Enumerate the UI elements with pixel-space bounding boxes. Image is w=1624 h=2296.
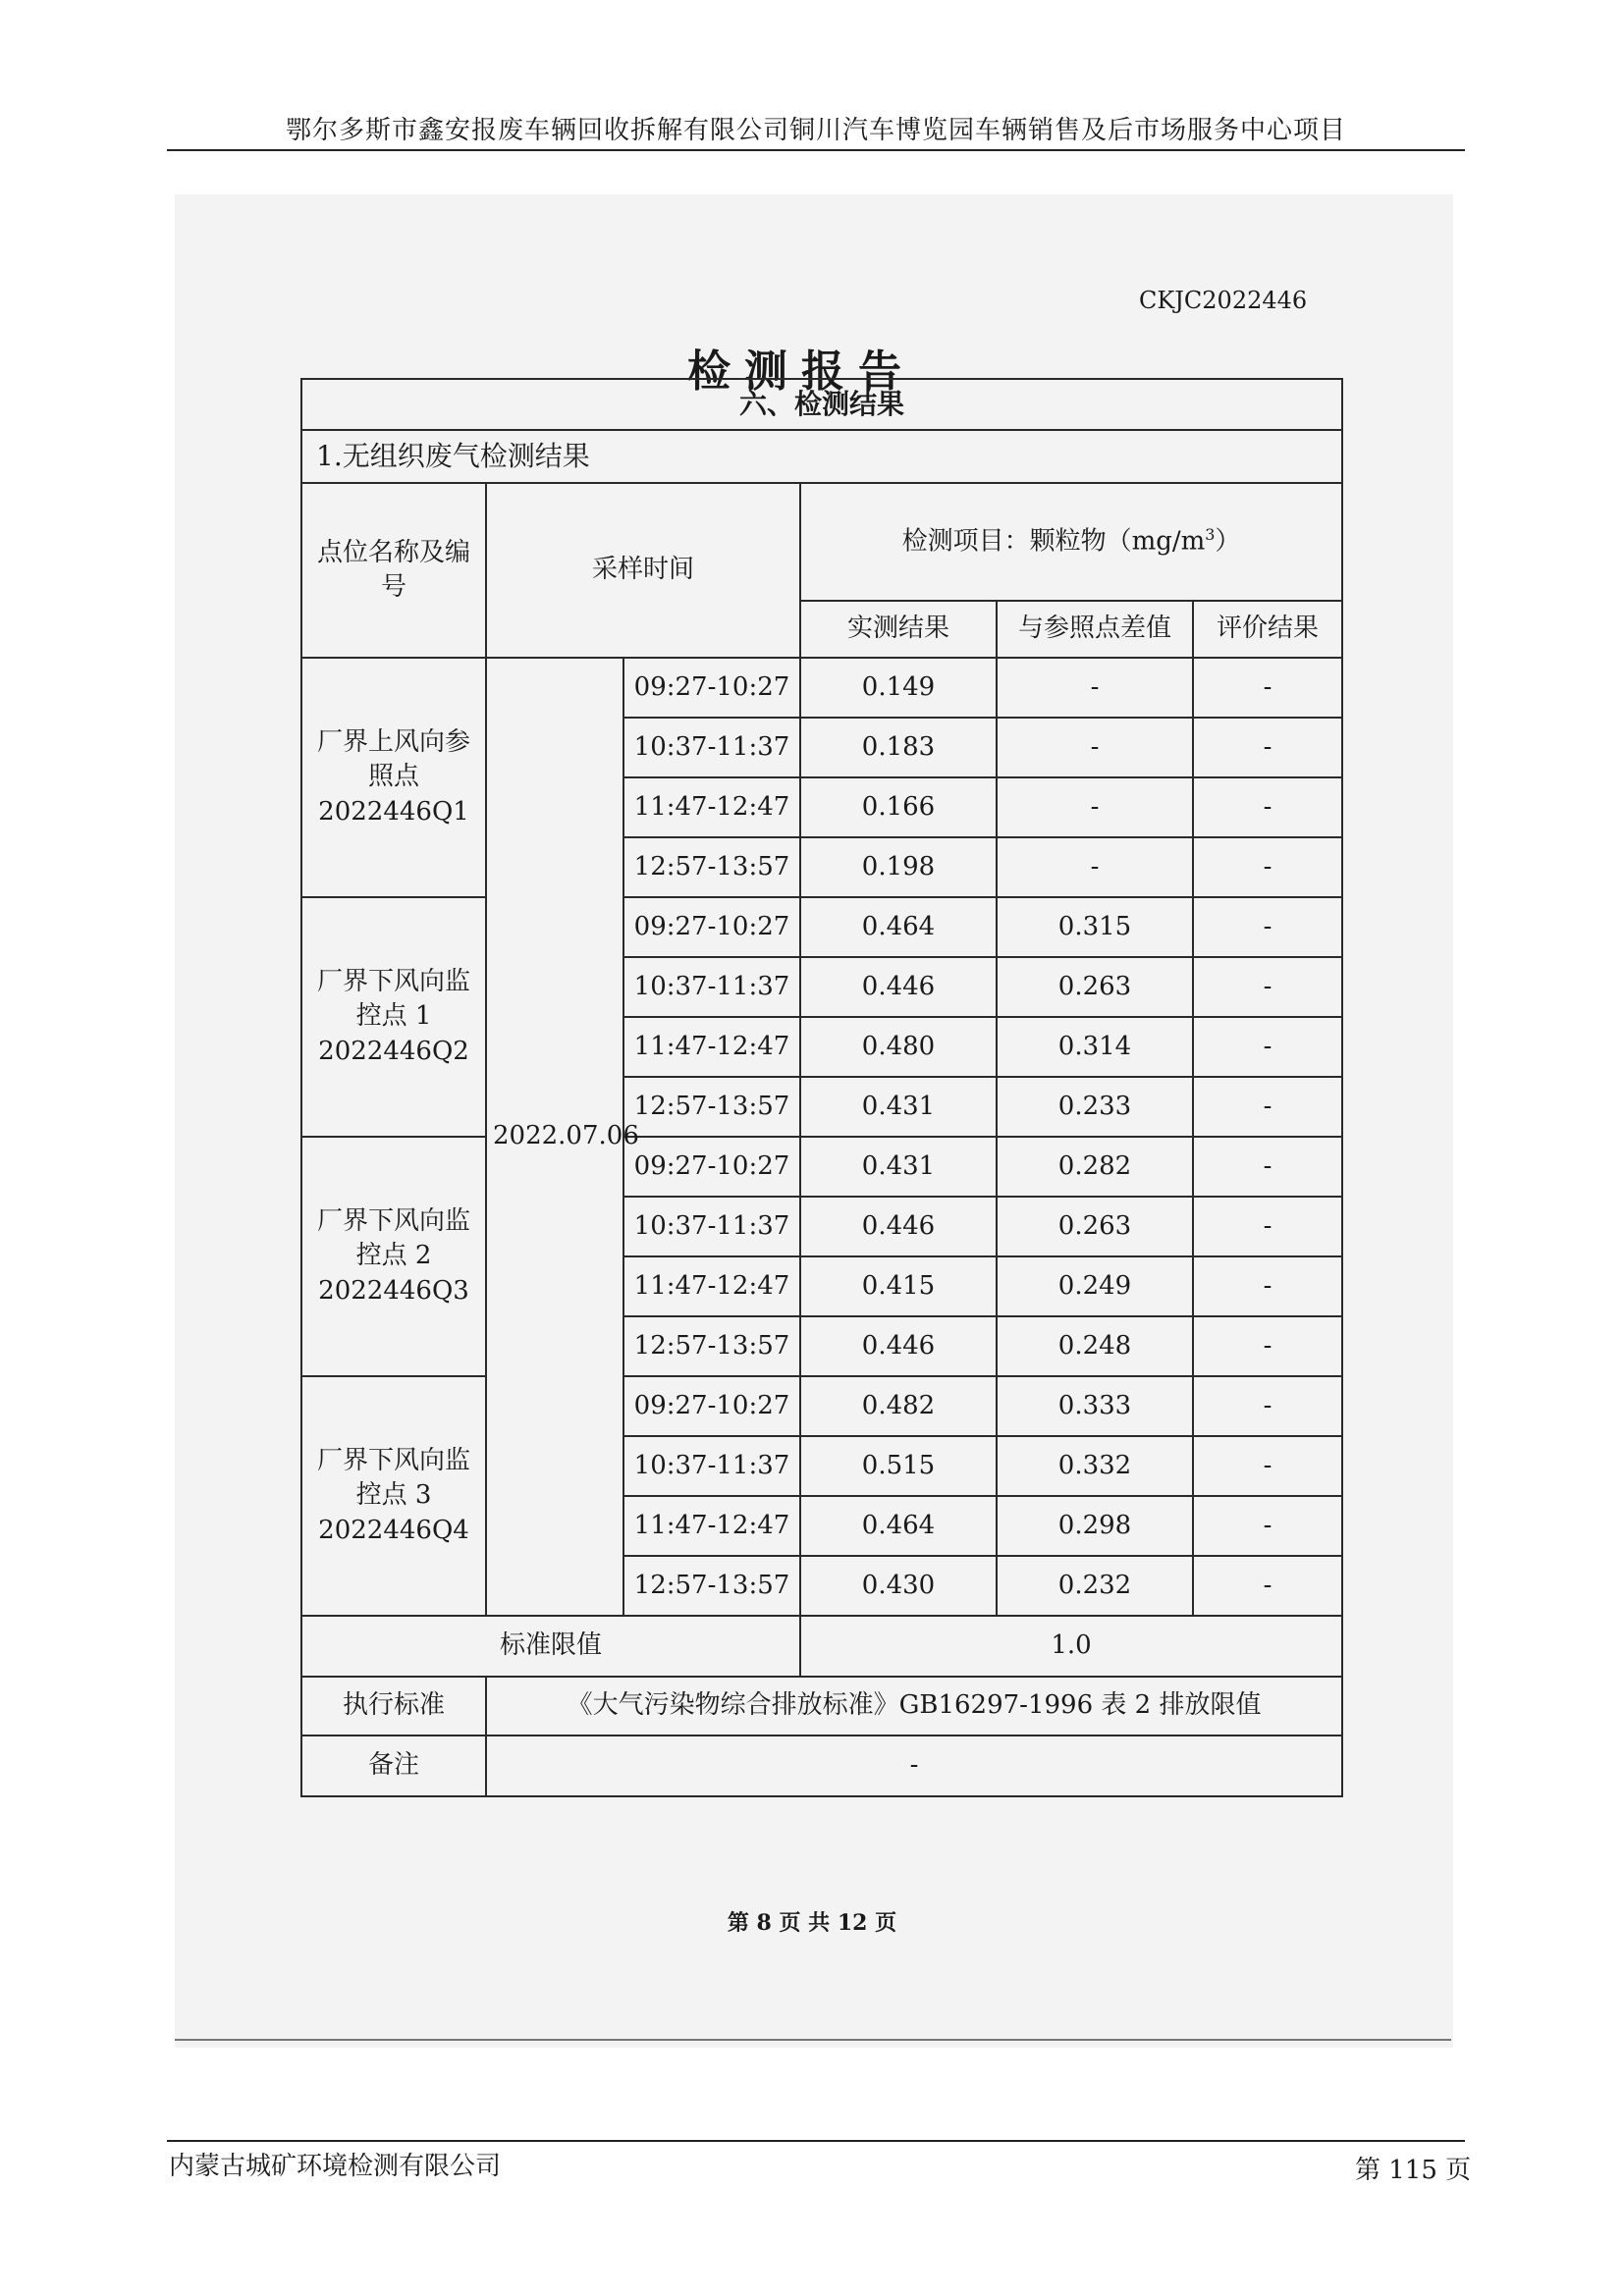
diff-cell: - (997, 837, 1193, 897)
diff-cell: 0.232 (997, 1556, 1193, 1616)
time-cell: 10:37-11:37 (623, 718, 800, 777)
eval-cell: - (1193, 718, 1342, 777)
header-test-item-suffix: ） (1215, 526, 1241, 557)
results-table-container (300, 378, 1341, 1797)
time-cell: 09:27-10:27 (623, 1376, 800, 1436)
diff-cell: 0.263 (997, 957, 1193, 1017)
table-row (301, 1137, 1342, 1197)
inner-page-number: 第 8 页 共 12 页 (727, 1910, 897, 1936)
eval-cell: - (1193, 658, 1342, 718)
measured-cell: 0.183 (800, 718, 997, 777)
eval-cell: - (1193, 1137, 1342, 1197)
diff-cell: - (997, 718, 1193, 777)
eval-cell: - (1193, 1077, 1342, 1137)
header-measured: 实测结果 (800, 601, 997, 658)
diff-cell: 0.315 (997, 897, 1193, 957)
measured-cell: 0.198 (800, 837, 997, 897)
eval-cell: - (1193, 897, 1342, 957)
measured-cell: 0.515 (800, 1436, 997, 1496)
standard-label: 执行标准 (301, 1677, 486, 1735)
diff-cell: 0.298 (997, 1496, 1193, 1556)
table-row (301, 897, 1342, 957)
eval-cell: - (1193, 837, 1342, 897)
header-point: 点位名称及编号 (301, 483, 486, 658)
section-title: 六、检测结果 (301, 379, 1342, 430)
diff-cell: - (997, 658, 1193, 718)
header-divider (167, 149, 1465, 151)
diff-cell: 0.314 (997, 1017, 1193, 1077)
eval-cell: - (1193, 1256, 1342, 1316)
time-cell: 12:57-13:57 (623, 1316, 800, 1376)
measured-cell: 0.480 (800, 1017, 997, 1077)
sampling-date: 2022.07.06 (486, 658, 623, 1616)
report-number: CKJC2022446 (1139, 287, 1308, 314)
time-cell: 11:47-12:47 (623, 1256, 800, 1316)
limit-label: 标准限值 (301, 1616, 800, 1677)
time-cell: 11:47-12:47 (623, 1017, 800, 1077)
time-cell: 12:57-13:57 (623, 1556, 800, 1616)
time-cell: 09:27-10:27 (623, 897, 800, 957)
measured-cell: 0.431 (800, 1077, 997, 1137)
header-test-item (800, 483, 1342, 601)
standard-value: 《大气污染物综合排放标准》GB16297-1996 表 2 排放限值 (486, 1677, 1342, 1735)
eval-cell: - (1193, 1316, 1342, 1376)
diff-cell: 0.233 (997, 1077, 1193, 1137)
measured-cell: 0.482 (800, 1376, 997, 1436)
eval-cell: - (1193, 1436, 1342, 1496)
header-sampling-time: 采样时间 (486, 483, 800, 658)
diff-cell: - (997, 777, 1193, 837)
table-row (301, 658, 1342, 718)
limit-value: 1.0 (800, 1616, 1342, 1677)
remark-value: - (486, 1735, 1342, 1796)
header-test-item-superscript: 3 (1205, 525, 1216, 545)
eval-cell: - (1193, 957, 1342, 1017)
footer-company: 内蒙古城矿环境检测有限公司 (169, 2152, 502, 2181)
header-evaluation: 评价结果 (1193, 601, 1342, 658)
eval-cell: - (1193, 1376, 1342, 1436)
report-title: 检测报告 (687, 347, 915, 397)
table-row (301, 1376, 1342, 1436)
time-cell: 10:37-11:37 (623, 1197, 800, 1256)
eval-cell: - (1193, 777, 1342, 837)
diff-cell: 0.263 (997, 1197, 1193, 1256)
header-difference: 与参照点差值 (997, 601, 1193, 658)
measured-cell: 0.446 (800, 1197, 997, 1256)
time-cell: 11:47-12:47 (623, 777, 800, 837)
time-cell: 10:37-11:37 (623, 957, 800, 1017)
footer-divider (167, 2140, 1465, 2142)
time-cell: 10:37-11:37 (623, 1436, 800, 1496)
diff-cell: 0.249 (997, 1256, 1193, 1316)
measured-cell: 0.446 (800, 957, 997, 1017)
header-test-item-prefix: 检测项目：颗粒物（mg/m (901, 526, 1206, 557)
time-cell: 11:47-12:47 (623, 1496, 800, 1556)
point-name: 厂界下风向监控点 1 2022446Q2 (301, 897, 486, 1137)
diff-cell: 0.282 (997, 1137, 1193, 1197)
measured-cell: 0.464 (800, 1496, 997, 1556)
time-cell: 09:27-10:27 (623, 658, 800, 718)
point-name: 厂界下风向监控点 3 2022446Q4 (301, 1376, 486, 1616)
page-header: 鄂尔多斯市鑫安报废车辆回收拆解有限公司铜川汽车博览园车辆销售及后市场服务中心项目 (285, 116, 1346, 145)
measured-cell: 0.166 (800, 777, 997, 837)
measured-cell: 0.430 (800, 1556, 997, 1616)
diff-cell: 0.333 (997, 1376, 1193, 1436)
point-name: 厂界上风向参照点 2022446Q1 (301, 658, 486, 897)
measured-cell: 0.149 (800, 658, 997, 718)
measured-cell: 0.464 (800, 897, 997, 957)
eval-cell: - (1193, 1496, 1342, 1556)
time-cell: 09:27-10:27 (623, 1137, 800, 1197)
scan-edge-line (175, 2039, 1451, 2041)
diff-cell: 0.248 (997, 1316, 1193, 1376)
eval-cell: - (1193, 1197, 1342, 1256)
measured-cell: 0.431 (800, 1137, 997, 1197)
measured-cell: 0.415 (800, 1256, 997, 1316)
diff-cell: 0.332 (997, 1436, 1193, 1496)
point-name: 厂界下风向监控点 2 2022446Q3 (301, 1137, 486, 1376)
time-cell: 12:57-13:57 (623, 1077, 800, 1137)
eval-cell: - (1193, 1556, 1342, 1616)
remark-label: 备注 (301, 1735, 486, 1796)
footer-page-number: 第 115 页 (1355, 2156, 1472, 2185)
measured-cell: 0.446 (800, 1316, 997, 1376)
subsection-title: 1.无组织废气检测结果 (301, 430, 1342, 483)
time-cell: 12:57-13:57 (623, 837, 800, 897)
eval-cell: - (1193, 1017, 1342, 1077)
results-table (300, 378, 1343, 1797)
